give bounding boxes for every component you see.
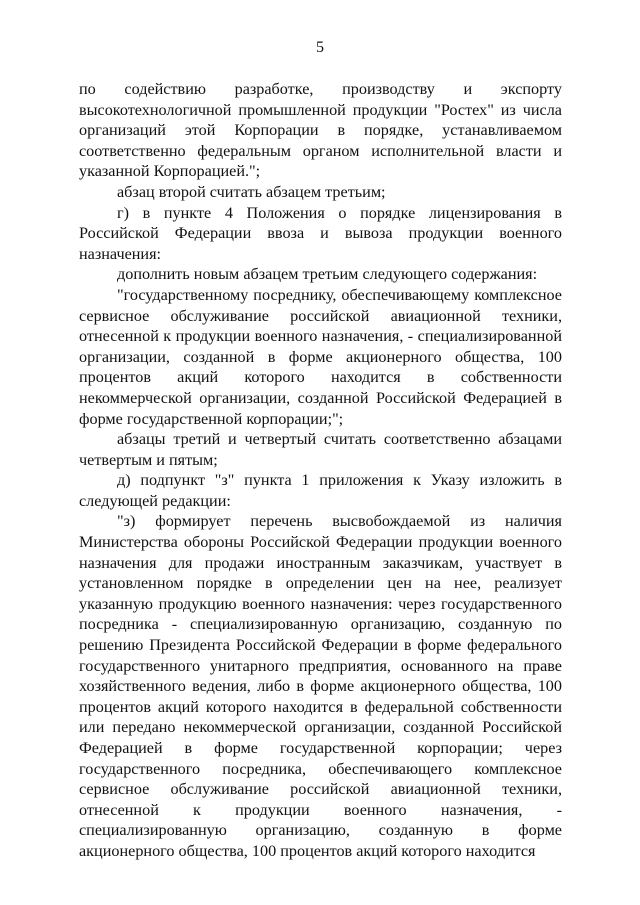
paragraph-4: дополнить новым абзацем третьим следующего содержания: — [117, 265, 538, 284]
paragraph-6: абзацы третий и четвертый считать соответственно абзацами четвертым и пятым; — [79, 430, 562, 469]
document-body — [79, 79, 562, 862]
paragraph-2: абзац второй считать абзацем третьим; — [117, 182, 386, 201]
page-number: 5 — [316, 39, 324, 56]
paragraph-7: д) подпункт "з" пункта 1 приложения к Указу изложить в следующей редакции: — [79, 471, 562, 510]
paragraph-5: "государственному посреднику, обеспечивающему комплексное сервисное обслуживание российской авиационной техники, отнесенной к продукции военного назначения, - специализированной организации, созданной в форме акционерного общества, 100 процентов акций которого находится в собственности некоммерческой организации, созданной Российской Федерацией в форме государственной корпорации;"; — [79, 285, 562, 428]
paragraph-8: "з) формирует перечень высвобождаемой из наличия Министерства обороны Российской Федерации продукции военного назначения для продажи иностранным заказчикам, участвует в установленном порядке в определении цен на нее, реализует указанную продукцию военного назначения: через государственного посредника - специализированную организацию, созданную по решению Президента Российской Федерации в форме федерального государственного унитарного предприятия, основанного на праве хозяйственного ведения, либо в форме акционерного общества, 100 процентов акций которого находится в федеральной собственности или передано некоммерческой организации, созданной Российской Федерацией в форме государственной корпорации; через государственного посредника, обеспечивающего комплексное сервисное обслуживание российской авиационной техники, отнесенной к продукции военного назначения, - специализированную организацию, созданную в форме акционерного общества, 100 процентов акций которого находится — [79, 512, 562, 860]
paragraph-3: г) в пункте 4 Положения о порядке лицензирования в Российской Федерации ввоза и вывоза продукции военного назначения: — [79, 203, 562, 263]
paragraph-1: по содействию разработке, производству и экспорту высокотехнологичной промышленной продукции "Ростех" из числа организаций этой Корпорации в порядке, устанавливаемом соответственно федеральным органом исполнительной власти и указанной Корпорацией."; — [79, 80, 562, 181]
